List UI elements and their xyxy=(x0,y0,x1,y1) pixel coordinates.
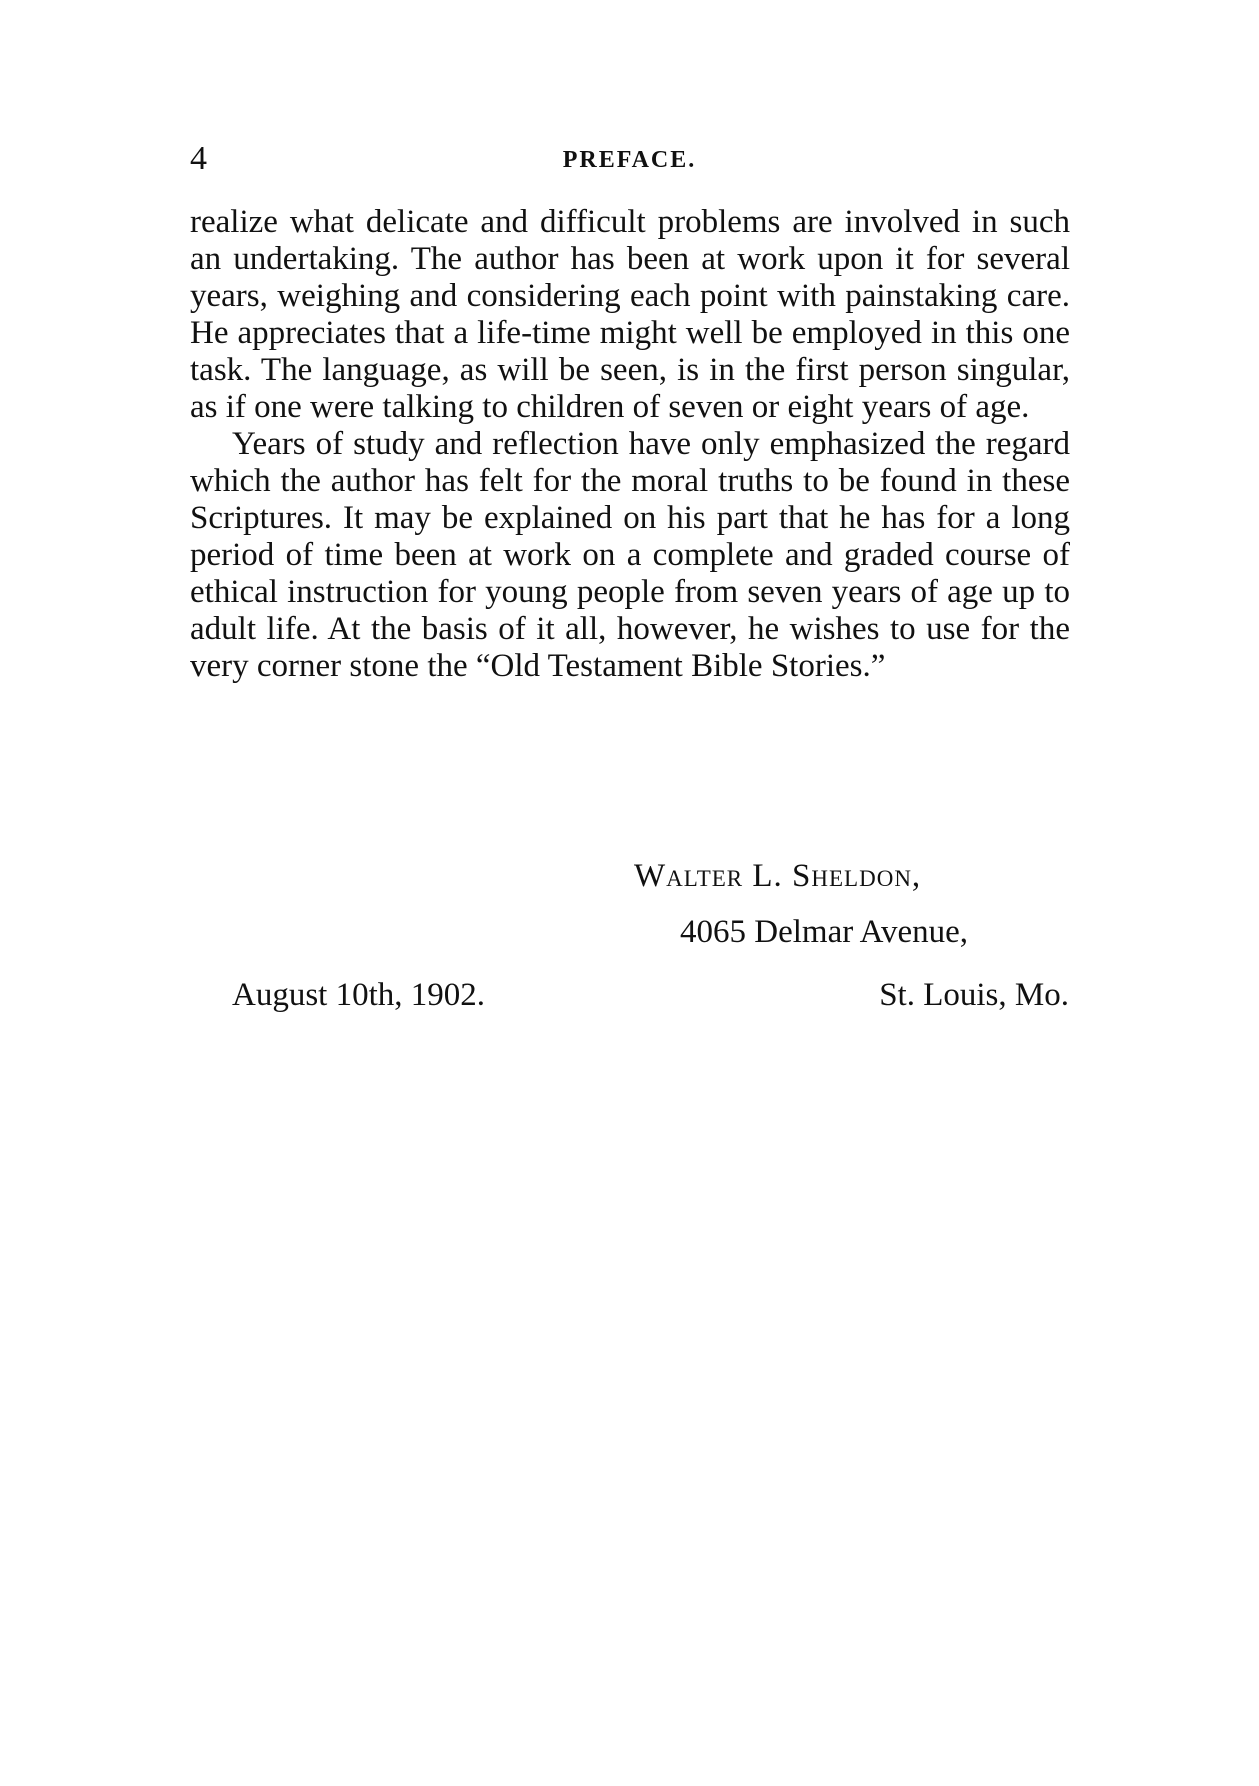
preface-body xyxy=(190,204,1070,685)
page-number: 4 xyxy=(190,140,207,177)
signature-name: Walter L. Sheldon, xyxy=(634,858,922,894)
paragraph-2: Years of study and reflection have only emphasized the regard which the author has felt for the moral truths to be found in these Scriptures. It may be explained on his part that he has for a long period of time been at work on a complete and graded course of ethical instruction for young people from seven years of age up to adult life. At the basis of it all, however, he wishes to use for the very corner stone the “Old Testament Bible Stories.” xyxy=(190,426,1070,684)
running-head: PREFACE. xyxy=(562,147,697,173)
signature-date: August 10th, 1902. xyxy=(232,977,486,1013)
signature-address: 4065 Delmar Avenue, xyxy=(680,914,969,950)
signature-city: St. Louis, Mo. xyxy=(879,977,1069,1013)
paragraph-1: realize what delicate and difficult problems are involved in such an undertaking. The author has been at work upon it for several years, weighing and considering each point with painstaking care. He appreciates that a life-time might well be employed in this one task. The language, as will be seen, is in the first person singular, as if one were talking to children of seven or eight years of age. xyxy=(190,204,1070,425)
